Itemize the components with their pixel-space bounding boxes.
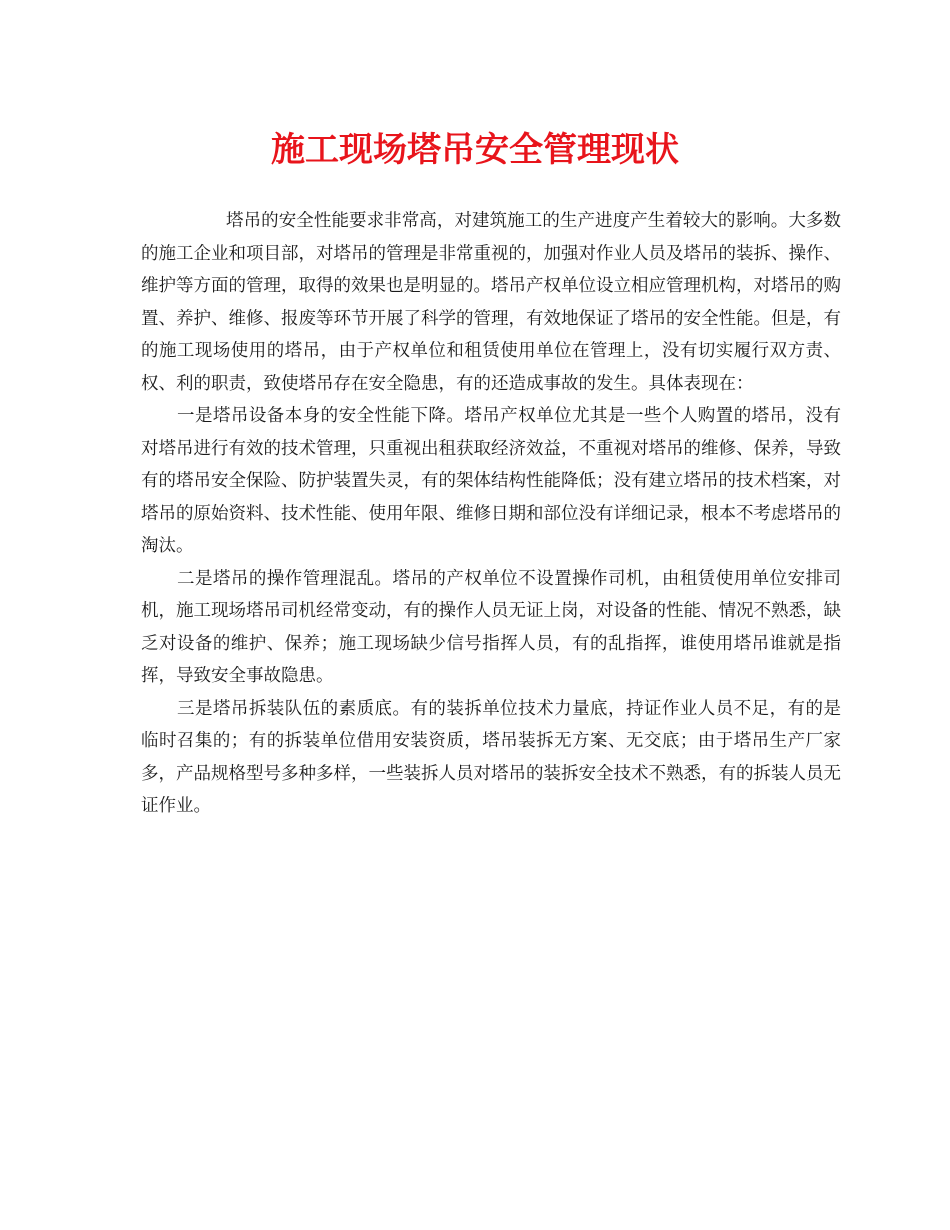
- document-title: 施工现场塔吊安全管理现状: [271, 130, 679, 170]
- paragraph-intro: 塔吊的安全性能要求非常高，对建筑施工的生产进度产生着较大的影响。大多数的施工企业和项目部，对塔吊的管理是非常重视的，加强对作业人员及塔吊的装拆、操作、维护等方面的管理，取得的效果也是明显的。塔吊产权单位设立相应管理机构，对塔吊的购置、养护、维修、报废等环节开展了科学的管理，有效地保证了塔吊的安全性能。但是，有的施工现场使用的塔吊，由于产权单位和租赁使用单位在管理上，没有切实履行双方责、权、利的职责，致使塔吊存在安全隐患，有的还造成事故的发生。具体表现在：: [141, 211, 841, 394]
- document-body: [141, 205, 841, 823]
- paragraph-installation-team: 三是塔吊拆装队伍的素质底。有的装拆单位技术力量底，持证作业人员不足，有的是临时召集的；有的拆装单位借用安装资质，塔吊装拆无方案、无交底；由于塔吊生产厂家多，产品规格型号多种多样，一些装拆人员对塔吊的装拆安全技术不熟悉，有的拆装人员无证作业。: [141, 698, 841, 816]
- paragraph-operation-management: 二是塔吊的操作管理混乱。塔吊的产权单位不设置操作司机，由租赁使用单位安排司机，施工现场塔吊司机经常变动，有的操作人员无证上岗，对设备的性能、情况不熟悉，缺乏对设备的维护、保养；施工现场缺少信号指挥人员，有的乱指挥，谁使用塔吊谁就是指挥，导致安全事故隐患。: [141, 568, 841, 686]
- paragraph-equipment-safety: 一是塔吊设备本身的安全性能下降。塔吊产权单位尤其是一些个人购置的塔吊，没有对塔吊进行有效的技术管理，只重视出租获取经济效益，不重视对塔吊的维修、保养，导致有的塔吊安全保险、防护装置失灵，有的架体结构性能降低；没有建立塔吊的技术档案，对塔吊的原始资料、技术性能、使用年限、维修日期和部位没有详细记录，根本不考虑塔吊的淘汰。: [141, 406, 841, 556]
